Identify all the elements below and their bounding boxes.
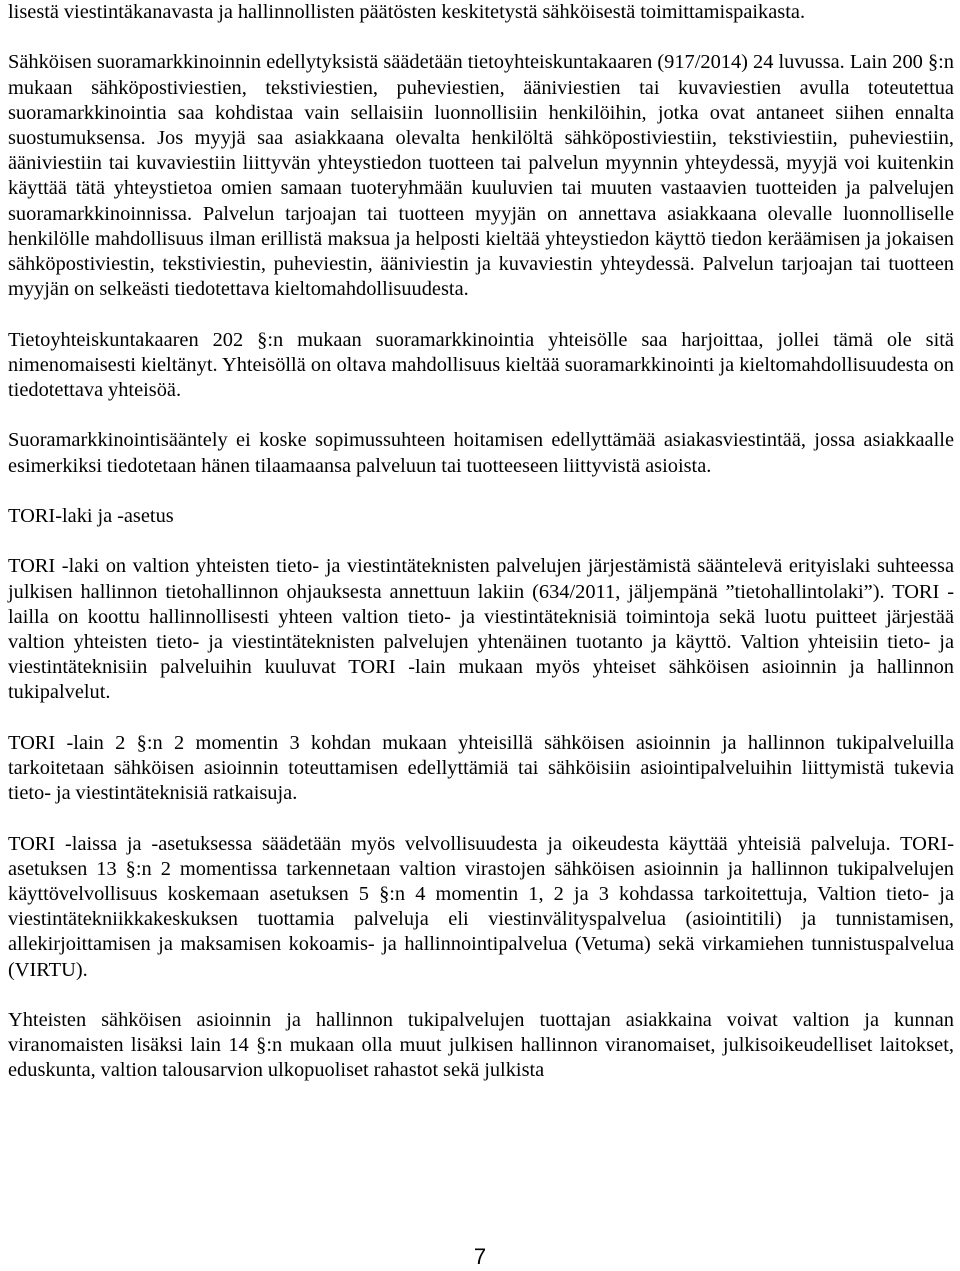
document-page [8,0,954,1109]
page-number: 7 [473,1244,487,1269]
body-paragraph: TORI -laki on valtion yhteisten tieto- ja viestintäteknisten palvelujen järjestämistä sääntelevä erityislaki suhteessa julkisen hallinnon tietohallinnon ohjauksesta annettuun lakiin (634/2011, jäljempänä ”tietohallintolaki”). TORI -lailla on koottu hallinnollisesti yhteen valtion tieto- ja viestintäteknisiä toimintoja sekä luotu puitteet järjestää valtion yhteisten tieto- ja viestintäteknisten palvelujen yhtenäinen tuotanto ja käyttö. Valtion yhteisiin tieto- ja viestintäteknisiin palveluihin kuuluvat TORI -lain mukaan myös yhteiset sähköisen asioinnin ja hallinnon tukipalvelut. [8,555,954,704]
body-paragraph: Yhteisten sähköisen asioinnin ja hallinnon tukipalvelujen tuottajan asiakkaina voivat valtion ja kunnan viranomaisten lisäksi lain 14 §:n mukaan olla muut julkisen hallinnon viranomaiset, julkisoikeudelliset laitokset, eduskunta, valtion talousarvion ulkopuoliset rahastot sekä julkista [8,1009,954,1082]
body-paragraph: Suoramarkkinointisääntely ei koske sopimussuhteen hoitamisen edellyttämää asiakasviestintää, jossa asiakkaalle esimerkiksi tiedotetaan hänen tilaamaansa palveluun tai tuotteeseen liittyvistä asioista. [8,429,954,477]
body-paragraph: lisestä viestintäkanavasta ja hallinnollisten päätösten keskitetystä sähköisestä toimittamispaikasta. [8,1,806,23]
body-paragraph: TORI -laissa ja -asetuksessa säädetään myös velvollisuudesta ja oikeudesta käyttää yhteisiä palveluja. TORI-asetuksen 13 §:n 2 momentissa tarkennetaan valtion virastojen sähköisen asioinnin ja hallinnon tukipalvelujen käyttövelvollisuus koskemaan asetuksen 5 §:n 4 momentin 1, 2 ja 3 kohdassa tarkoitettuja, Valtion tieto- ja viestintätekniikkakeskuksen tuottamia palveluja eli viestinvälityspalvelua (asiointitili) ja tunnistamisen, allekirjoittamisen ja maksamisen kokoamis- ja hallinnointipalvelua (Vetuma) sekä virkamiehen tunnistuspalvelua (VIRTU). [8,832,954,981]
section-heading: TORI-laki ja -asetus [8,505,174,527]
body-paragraph: TORI -lain 2 §:n 2 momentin 3 kohdan mukaan yhteisillä sähköisen asioinnin ja hallinnon tukipalveluilla tarkoitetaan sähköisen asioinnin toteuttamisen edellyttämiä tai sähköisiin asiointipalveluihin liittymistä tukevia tieto- ja viestintäteknisiä ratkaisuja. [8,731,954,805]
body-paragraph: Tietoyhteiskuntakaaren 202 §:n mukaan suoramarkkinointia yhteisölle saa harjoittaa, jollei tämä ole sitä nimenomaisesti kieltänyt. Yhteisöllä on oltava mahdollisuus kieltää suoramarkkinointi ja kieltomahdollisuudesta on tiedotettava yhteisöä. [8,328,954,402]
body-paragraph: Sähköisen suoramarkkinoinnin edellytyksistä säädetään tietoyhteiskuntakaaren (917/2014) 24 luvussa. Lain 200 §:n mukaan sähköpostiviestien, tekstiviestien, puheviestien, ääniviestien tai kuvaviestien avulla toteutettua suoramarkkinointia saa kohdistaa vain sellaisiin luonnollisiin henkilöihin, jotka ovat antaneet siihen ennalta suostumuksensa. Jos myyjä saa asiakkaana olevalta henkilöltä sähköpostiviestiin, tekstiviestiin, puheviestiin, ääniviestiin tai kuvaviestiin liittyvän yhteystiedon tuotteen tai palvelun myynnin yhteydessä, myyjä voi kuitenkin käyttää tätä yhteystietoa omien samaan tuoteryhmään kuuluvien tai muuten vastaavien tuotteiden ja palvelujen suoramarkkinoinnissa. Palvelun tarjoajan tai tuotteen myyjän on annettava asiakkaana olevalle luonnolliselle henkilölle mahdollisuus ilman erillistä maksua ja helposti kieltää yhteystiedon käyttö tiedon keräämisen ja jokaisen sähköpostiviestin, tekstiviestin, puheviestin, ääniviestin ja kuvaviestin yhteydessä. Palvelun tarjoajan tai tuotteen myyjän on selkeästi tiedotettava kieltomahdollisuudesta. [8,51,954,301]
